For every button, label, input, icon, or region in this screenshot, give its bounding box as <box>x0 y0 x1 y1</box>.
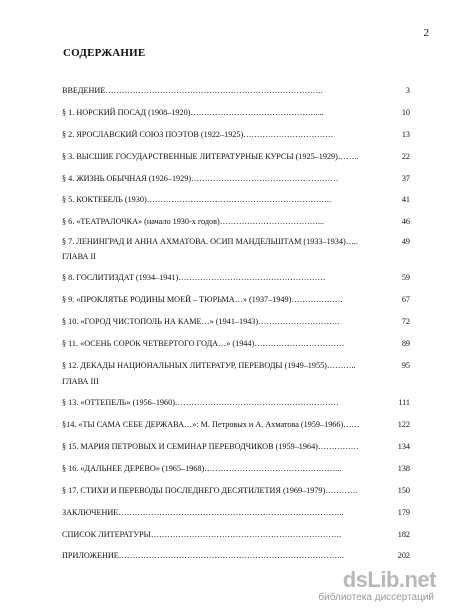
toc-entry-page: 72 <box>401 317 410 326</box>
toc-entry-page: 138 <box>397 464 410 473</box>
toc-entry-page: 182 <box>397 530 410 539</box>
toc-entry-page: 95 <box>401 361 410 370</box>
toc-entry-title: § 5. КОКТЕБЕЛЬ (1930)………………………………………………………….. <box>62 195 331 204</box>
toc-entry <box>62 150 410 164</box>
toc-entry-title: § 6. «ТЕАТРАЛОЧКА» (начало 1930-х годов)………………………………... <box>62 217 325 226</box>
toc-entry-title: § 9. «ПРОКЛЯТЬЕ РОДИНЫ МОЕЙ – ТЮРЬМА…» (1937–1949)………………. <box>62 295 343 304</box>
toc-entry-page: 10 <box>401 108 410 117</box>
toc-entry <box>62 315 410 329</box>
toc-entry-page: 59 <box>401 273 410 282</box>
site-watermark <box>316 567 436 607</box>
toc-entry-title: § 16. «ДАЛЬНЕЕ ДЕРЕВО» (1965–1968)…………………………………………... <box>62 464 342 473</box>
toc-entry-title: § 13. «ОТТЕПЕЛЬ» (1956–1960)…………………………………………………… <box>62 398 339 407</box>
toc-entry <box>62 106 410 120</box>
toc-entry <box>62 235 410 249</box>
toc-entry-page: 37 <box>401 174 410 183</box>
toc-entry-title: § 8. ГОСЛИТИЗДАТ (1934–1941)……………………………………………… <box>62 273 326 282</box>
toc-entry <box>62 293 410 307</box>
toc-entry <box>62 506 410 520</box>
toc-entry <box>62 128 410 142</box>
toc-entry-page: 67 <box>401 295 410 304</box>
toc-entry-title: § 11. «ОСЕНЬ СОРОК ЧЕТВЕРТОГО ГОДА…» (1944)…………………………… <box>62 339 345 348</box>
toc-entry <box>62 271 410 285</box>
toc-entry-page: 150 <box>397 486 410 495</box>
toc-entry-title: §14. «ТЫ САМА СЕБЕ ДЕРЖАВА…»: М. Петровых и А. Ахматова (1959–1966)…… <box>62 420 360 429</box>
toc-entry <box>62 215 410 229</box>
toc-entry-title: ПРИЛОЖЕНИЕ……………………………………………………………………….. <box>62 551 344 560</box>
toc-entry-page: 41 <box>401 195 410 204</box>
toc-entry-page: 49 <box>401 237 410 246</box>
toc-entry <box>62 396 410 410</box>
chapter-title: ГЛАВА III <box>62 377 99 386</box>
watermark-subtitle: библиотека диссертаций <box>318 592 434 603</box>
page-title: СОДЕРЖАНИЕ <box>63 47 146 59</box>
toc-entry <box>62 549 410 563</box>
toc-entry-title: ВВЕДЕНИЕ…………………………………………………………………….. <box>62 86 323 95</box>
toc-entry <box>62 193 410 207</box>
toc-entry <box>62 484 410 498</box>
toc-entry-title: § 15. МАРИЯ ПЕТРОВЫХ И СЕМИНАР ПЕРЕВОДЧИКОВ (1959–1964)…………… <box>62 442 359 451</box>
toc-entry-page: 111 <box>398 398 410 407</box>
toc-entry-title: § 12. ДЕКАДЫ НАЦИОНАЛЬНЫХ ЛИТЕРАТУР, ПЕРЕВОДЫ (1949–1955)……….. <box>62 361 356 370</box>
toc-entry-page: 179 <box>397 508 410 517</box>
toc-entry <box>62 440 410 454</box>
toc-entry <box>62 359 410 373</box>
toc-entry-page: 46 <box>401 217 410 226</box>
toc-entry <box>62 528 410 542</box>
chapter-title: ГЛАВА II <box>62 252 96 261</box>
chapter-heading <box>62 375 410 389</box>
toc-entry-page: 22 <box>401 152 410 161</box>
toc-entry-title: § 10. «ГОРОД ЧИСТОПОЛЬ НА КАМЕ…» (1941–1943)………………………… <box>62 317 340 326</box>
toc-entry <box>62 337 410 351</box>
page-number: 2 <box>423 27 429 39</box>
toc-entry-title: СПИСОК ЛИТЕРАТУРЫ……………………………………………………………. <box>62 530 342 539</box>
toc-entry-title: § 17. СТИХИ И ПЕРЕВОДЫ ПОСЛЕДНЕГО ДЕСЯТИЛЕТИЯ (1969–1979)………… <box>62 486 359 495</box>
toc-entry-page: 3 <box>405 86 410 95</box>
toc-entry <box>62 172 410 186</box>
toc-entry-page: 89 <box>401 339 410 348</box>
toc-entry-title: ЗАКЛЮЧЕНИЕ……………………………………………………………………….. <box>62 508 344 517</box>
toc-entry-page: 202 <box>397 551 410 560</box>
toc-entry-page: 122 <box>397 420 410 429</box>
toc-entry-title: § 7. ЛЕНИНГРАД И АННА АХМАТОВА. ОСИП МАНДЕЛЬШТАМ (1933–1934)….. <box>62 237 358 246</box>
watermark-logo: dsLib.net <box>342 567 436 592</box>
toc-entry <box>62 418 410 432</box>
toc-entry-page: 13 <box>401 130 410 139</box>
toc-entry-title: § 1. НОРСКИЙ ПОСАД (1908–1920)………………………………………..... <box>62 108 324 117</box>
chapter-heading <box>62 250 410 264</box>
toc-entry <box>62 462 410 476</box>
toc-entry-title: § 3. ВЫСШИЕ ГОСУДАРСТВЕННЫЕ ЛИТЕРАТУРНЫЕ КУРСЫ (1925–1929)…….. <box>62 152 359 161</box>
toc-entry <box>62 84 410 98</box>
toc-entry-page: 134 <box>397 442 410 451</box>
toc-entry-title: § 2. ЯРОСЛАВСКИЙ СОЮЗ ПОЭТОВ (1922–1925)…………………………… <box>62 130 334 139</box>
toc-entry-title: § 4. ЖИЗНЬ ОБЫЧНАЯ (1926–1929)……………………………………………… <box>62 174 339 183</box>
